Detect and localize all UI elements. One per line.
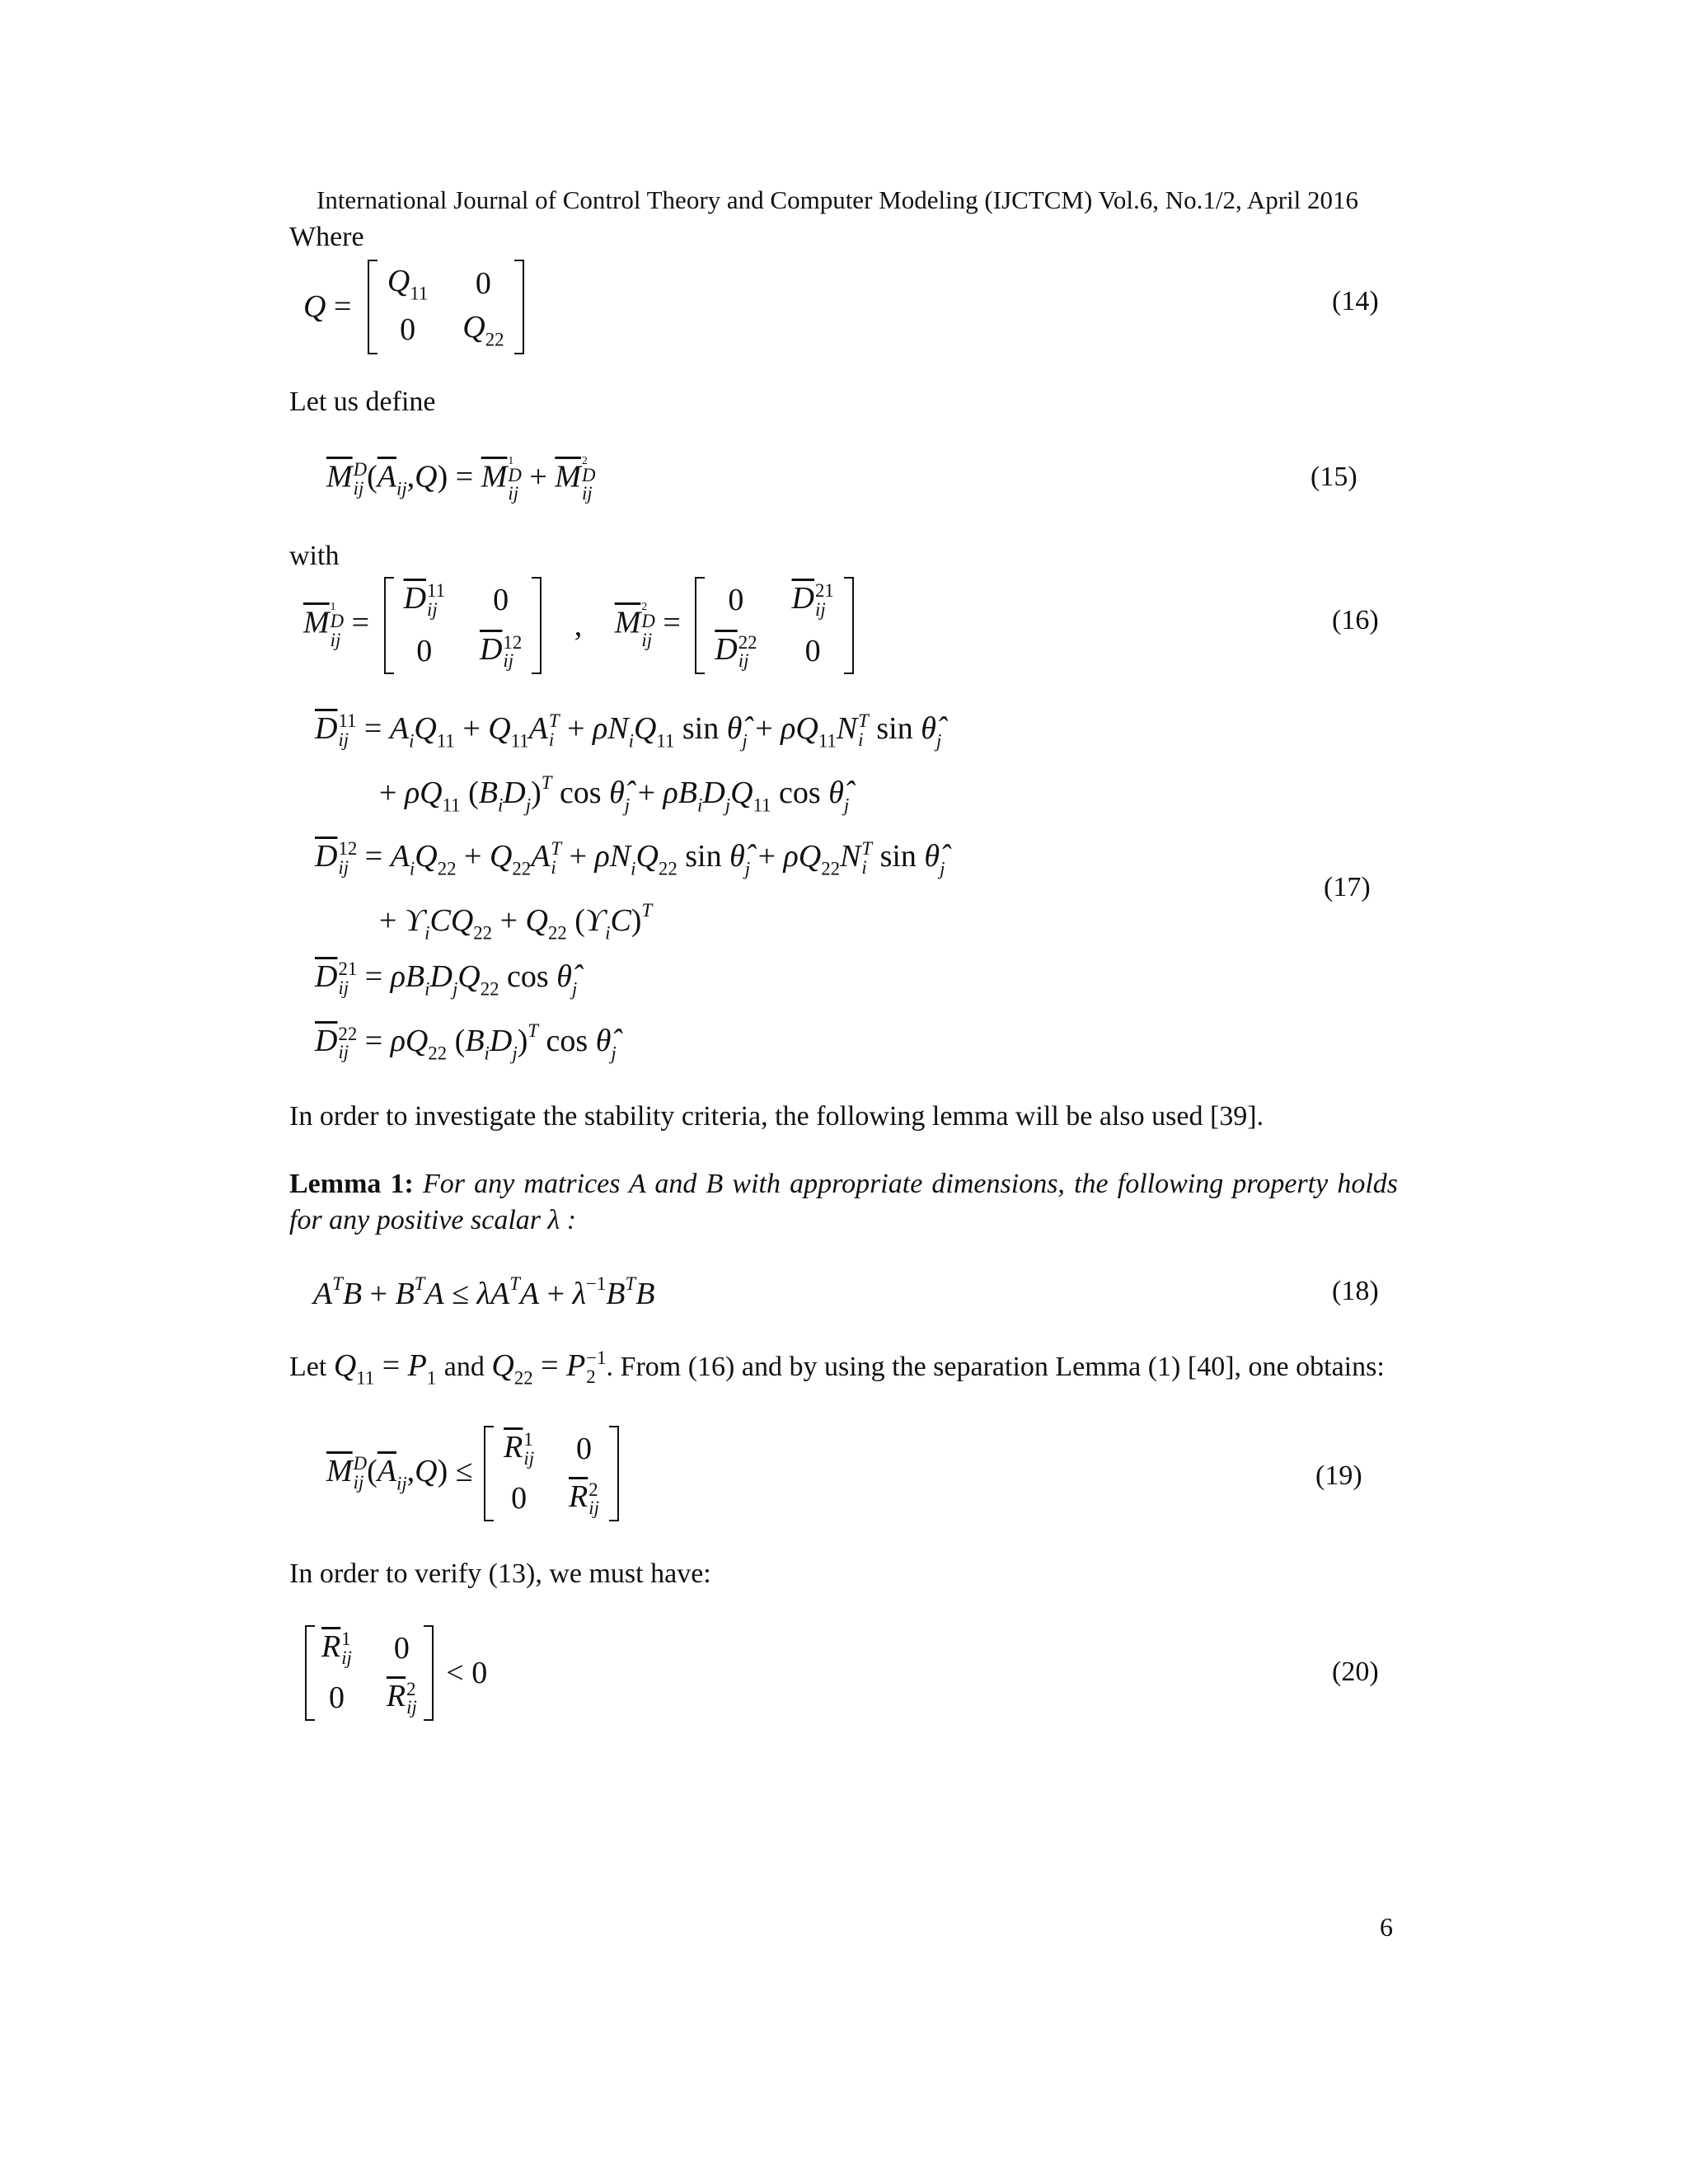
equation-number-18: (18) — [1332, 1276, 1379, 1306]
equation-number-16: (16) — [1332, 605, 1379, 635]
let-line-rest: . From (16) and by using the separation Lemma (1) [40], one obtains: — [606, 1352, 1385, 1382]
stability-paragraph: In order to investigate the stability criteria, the following lemma will be also used [39]. — [289, 1101, 1264, 1132]
lemma-text-1: For any matrices — [423, 1169, 621, 1199]
equation-17-line-6: $\overline{D}$ 22 ij = $\rho Q_{22}$ $(B_iD_j)^T$ $\cos \thetâ_j$ — [315, 1020, 617, 1064]
and-word: and — [443, 1352, 485, 1382]
equation-number-17: (17) — [1324, 872, 1371, 902]
lemma-var-b: B — [706, 1169, 724, 1199]
let-line — [289, 1349, 1385, 1394]
equation-number-19: (19) — [1315, 1460, 1362, 1491]
page-number: 6 — [1380, 1912, 1393, 1942]
equation-20: $\overline{R}$ 1 ij 0 0 $\overline{R}$ 2 ij < 0 — [305, 1625, 487, 1721]
equation-18: $A^TB + B^TA \le \lambda A^TA + \lambda^{-1}B^TB$ — [313, 1273, 655, 1312]
equation-17-line-1: $\overline{D}$ 11 ij = $A_iQ_{11} + Q_{11}A$ T i + $\rho N_iQ_{11}$ $\sin \thetâ_j + \rho Q_{11}N$ T i $\sin \thetâ_j$ — [315, 710, 942, 752]
q11-eq: $Q_{11} = P_1$ — [333, 1348, 437, 1389]
verify-paragraph: In order to verify (13), we must have: — [289, 1558, 711, 1589]
equation-14: Q = $Q_{11}$ 0 0 $Q_{22}$ — [303, 260, 524, 354]
equation-number-14: (14) — [1332, 286, 1379, 316]
let-word: Let — [289, 1352, 327, 1382]
equation-17-line-3: $\overline{D}$ 12 ij = $A_iQ_{22} + Q_{22}A$ T i + $\rho N_iQ_{22}$ $\sin \thetâ_j + \rho Q_{22}N$ T i $\sin \thetâ_j$ — [315, 838, 945, 879]
equation-17-line-5: $\overline{D}$ 21 ij = $\rho B_iD_jQ_{22}$ $\cos \thetâ_j$ — [315, 958, 578, 1000]
with-label: with — [289, 541, 340, 571]
equation-number-20: (20) — [1332, 1657, 1379, 1687]
equation-number-15: (15) — [1311, 462, 1357, 492]
where-label: Where — [289, 222, 364, 252]
journal-header: International Journal of Control Theory and Computer Modeling (IJCTCM) Vol.6, No.1/2, April 2016 — [316, 185, 1358, 214]
lemma-1 — [289, 1166, 1398, 1239]
lemma-lambda: λ — [547, 1205, 560, 1235]
q22-eq: $Q_{22} = P$ −1 2 — [491, 1347, 607, 1389]
let-define-label: Let us define — [289, 387, 436, 417]
equation-19: $\overline{M}$ D ij $(\overline{A}_{ij},Q)$ ≤ $\overline{R}$ 1 ij 0 0 $\overline{R}$ 2 ij — [326, 1426, 619, 1521]
lemma-and: and — [654, 1169, 697, 1199]
lemma-var-a: A — [629, 1169, 646, 1199]
lemma-title: Lemma 1: — [289, 1169, 414, 1199]
lemma-colon: : — [566, 1205, 577, 1235]
equation-16: $\overline{M}$ 1 D ij = $\overline{D}$ 11 ij 0 0 $\overline{D}$ 12 ij , $\overline{M}$ 2 D ij = 0 $\overline{D}$ 21 ij $\overline{D}$ 22 ij 0 — [303, 577, 854, 674]
equation-17-line-4: + $ϒ_iCQ_{22} + Q_{22}$ $(ϒ_iC)^T$ — [379, 900, 653, 944]
equation-15: $\overline{M}$ D ij $(\overline{A}_{ij},Q) = \overline{M}$ 1 D ij + $\overline{M}$ 2 D ij — [326, 454, 596, 504]
equation-17-line-2: + $\rho Q_{11}$ $(B_iD_j)^T$ $\cos \thetâ_j + \rho B_iD_jQ_{11}$ $\cos \thetâ_j$ — [379, 772, 850, 816]
lemma-text-2: with appropriate dimensions, the following property holds for any positive scalar — [289, 1169, 1398, 1235]
